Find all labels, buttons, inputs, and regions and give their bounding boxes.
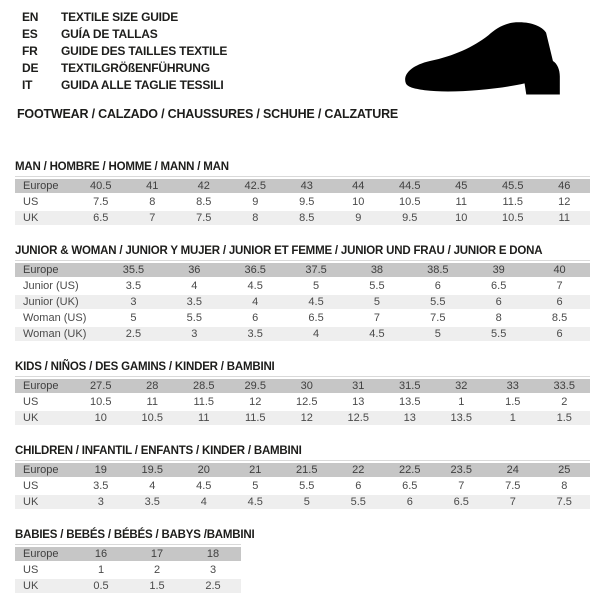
table-row xyxy=(15,463,590,477)
size-cell: 3.5 xyxy=(164,295,225,309)
size-cell: 2 xyxy=(539,395,591,409)
size-cell: 8 xyxy=(539,479,591,493)
size-cell: 5.5 xyxy=(281,479,333,493)
size-cell: 6.5 xyxy=(286,311,347,325)
language-label: GUÍA DE TALLAS xyxy=(61,27,158,41)
table-row xyxy=(15,495,590,509)
row-label-cell: UK xyxy=(15,579,73,593)
size-cell: 5 xyxy=(230,479,282,493)
size-cell: 6.5 xyxy=(384,479,436,493)
row-label-cell: Europe xyxy=(15,379,75,393)
size-cell: 32 xyxy=(436,379,488,393)
size-cell: 10 xyxy=(333,195,385,209)
language-label: GUIDE DES TAILLES TEXTILE xyxy=(61,44,228,58)
row-label-cell: US xyxy=(15,479,75,493)
size-cell: 11.5 xyxy=(487,195,539,209)
language-code: ES xyxy=(22,27,38,41)
table-row xyxy=(15,579,241,593)
size-cell: 8 xyxy=(230,211,282,225)
size-cell: 4 xyxy=(164,279,225,293)
size-cell: 5.5 xyxy=(468,327,529,341)
size-cell: 7 xyxy=(487,495,539,509)
size-cell: 11.5 xyxy=(230,411,282,425)
size-cell: 3 xyxy=(103,295,164,309)
size-cell: 23.5 xyxy=(436,463,488,477)
size-cell: 4.5 xyxy=(178,479,230,493)
table-section-children xyxy=(15,445,600,511)
size-cell: 33 xyxy=(487,379,539,393)
size-cell: 41 xyxy=(127,179,179,193)
size-cell: 36 xyxy=(164,263,225,277)
size-cell: 5 xyxy=(407,327,468,341)
language-label: GUIDA ALLE TAGLIE TESSILI xyxy=(61,78,224,92)
row-label-cell: Europe xyxy=(15,547,73,561)
table-row xyxy=(15,179,590,193)
size-table-children xyxy=(15,460,590,511)
size-cell: 22.5 xyxy=(384,463,436,477)
size-cell: 43 xyxy=(281,179,333,193)
size-cell: 7 xyxy=(436,479,488,493)
size-cell: 37.5 xyxy=(286,263,347,277)
size-cell: 6 xyxy=(407,279,468,293)
size-cell: 21 xyxy=(230,463,282,477)
table-title: BABIES / BEBÉS / BÉBÉS / BABYS /BAMBINI xyxy=(15,529,255,541)
row-label-cell: Woman (UK) xyxy=(15,327,103,341)
size-cell: 1.5 xyxy=(487,395,539,409)
size-cell: 4 xyxy=(127,479,179,493)
size-cell: 0.5 xyxy=(73,579,129,593)
size-cell: 5 xyxy=(286,279,347,293)
size-cell: 19.5 xyxy=(127,463,179,477)
size-cell: 1.5 xyxy=(539,411,591,425)
size-cell: 3.5 xyxy=(127,495,179,509)
size-cell: 2 xyxy=(129,563,185,577)
size-cell: 4.5 xyxy=(225,279,286,293)
size-cell: 9 xyxy=(333,211,385,225)
size-cell: 10.5 xyxy=(384,195,436,209)
size-cell: 42.5 xyxy=(230,179,282,193)
table-row xyxy=(15,563,241,577)
size-cell: 8.5 xyxy=(281,211,333,225)
size-cell: 8 xyxy=(127,195,179,209)
size-cell: 12.5 xyxy=(333,411,385,425)
size-cell: 4 xyxy=(225,295,286,309)
size-cell: 13 xyxy=(384,411,436,425)
size-cell: 1 xyxy=(487,411,539,425)
size-cell: 5 xyxy=(103,311,164,325)
size-cell: 21.5 xyxy=(281,463,333,477)
table-row xyxy=(15,263,590,277)
size-cell: 7 xyxy=(529,279,590,293)
size-cell: 31.5 xyxy=(384,379,436,393)
row-label-cell: Europe xyxy=(15,263,103,277)
size-table-babies xyxy=(15,544,241,595)
size-cell: 11 xyxy=(178,411,230,425)
size-cell: 5.5 xyxy=(164,311,225,325)
page-header xyxy=(0,0,600,121)
size-cell: 7.5 xyxy=(75,195,127,209)
table-title: MAN / HOMBRE / HOMME / MANN / MAN xyxy=(15,161,229,173)
size-cell: 1.5 xyxy=(129,579,185,593)
row-label-cell: US xyxy=(15,195,75,209)
size-cell: 13.5 xyxy=(384,395,436,409)
size-cell: 11 xyxy=(436,195,488,209)
size-cell: 16 xyxy=(73,547,129,561)
size-cell: 8.5 xyxy=(178,195,230,209)
size-cell: 4.5 xyxy=(286,295,347,309)
size-cell: 3 xyxy=(164,327,225,341)
size-cell: 10.5 xyxy=(75,395,127,409)
size-cell: 20 xyxy=(178,463,230,477)
table-title: CHILDREN / INFANTIL / ENFANTS / KINDER / BAMBINI xyxy=(15,445,302,457)
size-cell: 35.5 xyxy=(103,263,164,277)
size-cell: 6 xyxy=(333,479,385,493)
row-label-cell: Woman (US) xyxy=(15,311,103,325)
table-row xyxy=(15,211,590,225)
size-cell: 24 xyxy=(487,463,539,477)
table-section-babies xyxy=(15,529,600,595)
size-cell: 6 xyxy=(529,327,590,341)
size-cell: 13.5 xyxy=(436,411,488,425)
size-cell: 5.5 xyxy=(333,495,385,509)
size-cell: 36.5 xyxy=(225,263,286,277)
size-cell: 25 xyxy=(539,463,591,477)
size-cell: 6 xyxy=(225,311,286,325)
table-title: JUNIOR & WOMAN / JUNIOR Y MUJER / JUNIOR ET FEMME / JUNIOR UND FRAU / JUNIOR E DONA xyxy=(15,245,543,257)
size-cell: 1 xyxy=(73,563,129,577)
size-cell: 4 xyxy=(286,327,347,341)
size-cell: 12 xyxy=(230,395,282,409)
size-cell: 29.5 xyxy=(230,379,282,393)
row-label-cell: Junior (US) xyxy=(15,279,103,293)
table-row xyxy=(15,279,590,293)
size-cell: 6.5 xyxy=(436,495,488,509)
size-cell: 10 xyxy=(75,411,127,425)
size-cell: 3 xyxy=(75,495,127,509)
table-row xyxy=(15,479,590,493)
size-cell: 17 xyxy=(129,547,185,561)
size-cell: 3.5 xyxy=(75,479,127,493)
size-cell: 5 xyxy=(347,295,408,309)
size-table-kids xyxy=(15,376,590,427)
size-cell: 4.5 xyxy=(347,327,408,341)
size-cell: 28.5 xyxy=(178,379,230,393)
size-tables xyxy=(0,161,600,595)
size-cell: 6 xyxy=(529,295,590,309)
size-cell: 7.5 xyxy=(178,211,230,225)
row-label-cell: Junior (UK) xyxy=(15,295,103,309)
language-code: FR xyxy=(22,44,38,58)
size-cell: 6.5 xyxy=(468,279,529,293)
row-label-cell: US xyxy=(15,395,75,409)
size-cell: 3.5 xyxy=(225,327,286,341)
row-label-cell: UK xyxy=(15,495,75,509)
size-cell: 7 xyxy=(347,311,408,325)
table-section-junior-woman xyxy=(15,245,600,343)
table-row xyxy=(15,395,590,409)
table-section-man xyxy=(15,161,600,227)
size-table-junior-woman xyxy=(15,260,590,343)
size-cell: 3.5 xyxy=(103,279,164,293)
size-cell: 42 xyxy=(178,179,230,193)
size-cell: 4.5 xyxy=(230,495,282,509)
size-cell: 12 xyxy=(539,195,591,209)
row-label-cell: Europe xyxy=(15,463,75,477)
size-cell: 44 xyxy=(333,179,385,193)
row-label-cell: US xyxy=(15,563,73,577)
language-code: IT xyxy=(22,78,33,92)
size-cell: 46 xyxy=(539,179,591,193)
size-cell: 40.5 xyxy=(75,179,127,193)
size-cell: 22 xyxy=(333,463,385,477)
size-cell: 5.5 xyxy=(407,295,468,309)
size-cell: 7 xyxy=(127,211,179,225)
size-cell: 10 xyxy=(436,211,488,225)
size-cell: 39 xyxy=(468,263,529,277)
table-row xyxy=(15,195,590,209)
size-cell: 38 xyxy=(347,263,408,277)
size-cell: 11.5 xyxy=(178,395,230,409)
size-cell: 44.5 xyxy=(384,179,436,193)
size-cell: 5.5 xyxy=(347,279,408,293)
size-cell: 6 xyxy=(468,295,529,309)
size-cell: 7.5 xyxy=(407,311,468,325)
size-cell: 1 xyxy=(436,395,488,409)
size-cell: 12.5 xyxy=(281,395,333,409)
language-code: EN xyxy=(22,10,39,24)
size-cell: 38.5 xyxy=(407,263,468,277)
size-cell: 19 xyxy=(75,463,127,477)
size-cell: 8 xyxy=(468,311,529,325)
dress-shoe-icon xyxy=(392,18,578,104)
size-cell: 2.5 xyxy=(103,327,164,341)
size-cell: 6.5 xyxy=(75,211,127,225)
table-row xyxy=(15,379,590,393)
size-table-man xyxy=(15,176,590,227)
size-cell: 28 xyxy=(127,379,179,393)
size-cell: 7.5 xyxy=(539,495,591,509)
size-cell: 31 xyxy=(333,379,385,393)
table-row xyxy=(15,327,590,341)
size-cell: 10.5 xyxy=(127,411,179,425)
size-cell: 3 xyxy=(185,563,241,577)
size-cell: 12 xyxy=(281,411,333,425)
size-cell: 27.5 xyxy=(75,379,127,393)
size-cell: 9 xyxy=(230,195,282,209)
table-section-kids xyxy=(15,361,600,427)
category-line: FOOTWEAR / CALZADO / CHAUSSURES / SCHUHE / CALZATURE xyxy=(17,107,399,121)
table-row xyxy=(15,411,590,425)
language-code: DE xyxy=(22,61,39,75)
size-cell: 4 xyxy=(178,495,230,509)
size-cell: 11 xyxy=(127,395,179,409)
table-row xyxy=(15,547,241,561)
row-label-cell: UK xyxy=(15,211,75,225)
language-label: TEXTILE SIZE GUIDE xyxy=(61,10,179,24)
size-cell: 8.5 xyxy=(529,311,590,325)
language-label: TEXTILGRÖßENFÜHRUNG xyxy=(61,61,210,75)
table-row xyxy=(15,311,590,325)
size-cell: 40 xyxy=(529,263,590,277)
size-cell: 33.5 xyxy=(539,379,591,393)
size-cell: 18 xyxy=(185,547,241,561)
size-cell: 10.5 xyxy=(487,211,539,225)
size-cell: 13 xyxy=(333,395,385,409)
size-cell: 7.5 xyxy=(487,479,539,493)
size-cell: 6 xyxy=(384,495,436,509)
table-row xyxy=(15,295,590,309)
row-label-cell: UK xyxy=(15,411,75,425)
size-cell: 11 xyxy=(539,211,591,225)
size-cell: 2.5 xyxy=(185,579,241,593)
row-label-cell: Europe xyxy=(15,179,75,193)
table-title: KIDS / NIÑOS / DES GAMINS / KINDER / BAMBINI xyxy=(15,361,275,373)
size-cell: 5 xyxy=(281,495,333,509)
size-cell: 30 xyxy=(281,379,333,393)
size-cell: 45.5 xyxy=(487,179,539,193)
size-cell: 9.5 xyxy=(281,195,333,209)
size-cell: 45 xyxy=(436,179,488,193)
size-cell: 9.5 xyxy=(384,211,436,225)
